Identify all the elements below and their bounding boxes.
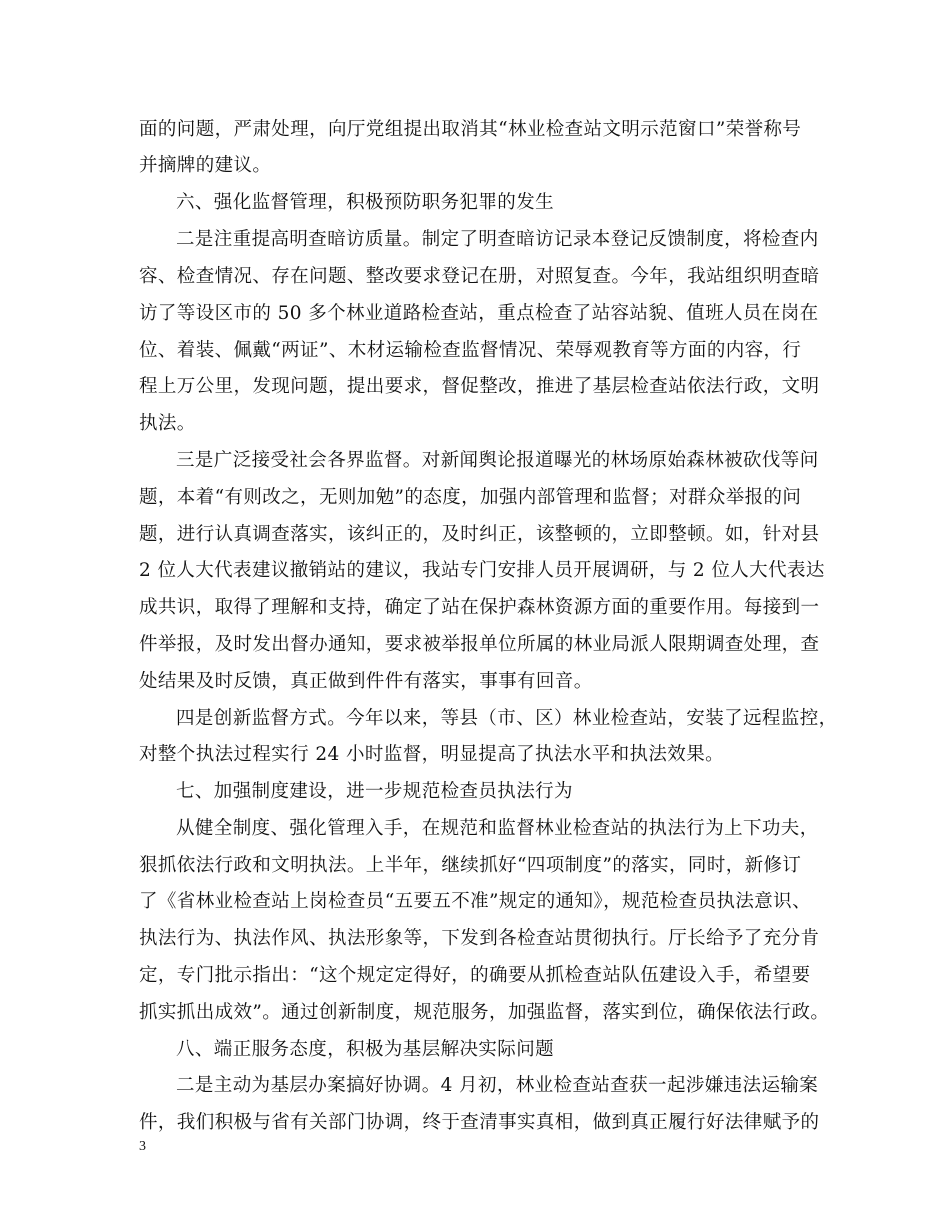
- body-text-line: 面的问题，严肃处理，向厅党组提出取消其“林业检查站文明示范窗口”荣誉称号: [139, 119, 802, 140]
- body-text-line: 狠抓依法行政和文明执法。上半年，继续抓好“四项制度”的落实，同时，新修订: [139, 855, 802, 876]
- body-text-line: 成共识，取得了理解和支持，确定了站在保护森林资源方面的重要作用。每接到一: [139, 597, 820, 618]
- body-text-line: 处结果及时反馈，真正做到件件有落实，事事有回音。: [139, 671, 593, 692]
- body-text-line: 定，专门批示指出：“这个规定定得好，的确要从抓检查站队伍建设入手，希望要: [139, 965, 811, 986]
- body-text-line: 2 位人大代表建议撤销站的建议，我站专门安排人员开展调研，与 2 位人大代表达: [139, 560, 825, 581]
- body-text-line: 位、着装、佩戴“两证”、木材运输检查监督情况、荣辱观教育等方面的内容，行: [139, 340, 802, 361]
- paragraph-first-line: 二是注重提高明查暗访质量。制定了明查暗访记录本登记反馈制度，将检查内: [176, 229, 819, 250]
- body-text-line: 了《省林业检查站上岗检查员“五要五不准”规定的通知》，规范检查员执法意识、: [139, 891, 811, 912]
- body-text-line: 访了等设区市的 50 多个林业道路检查站，重点检查了站容站貌、值班人员在岗在: [139, 303, 819, 324]
- body-text-line: 件，我们积极与省有关部门协调，终于查清事实真相，做到真正履行好法律赋予的: [139, 1112, 820, 1133]
- body-text-line: 容、检查情况、存在问题、整改要求登记在册，对照复查。今年，我站组织明查暗: [139, 266, 820, 287]
- paragraph-first-line: 从健全制度、强化管理入手，在规范和监督林业检查站的执法行为上下功夫，: [176, 818, 819, 839]
- paragraph-first-line: 四是创新监督方式。今年以来，等县（市、区）林业检查站，安装了远程监控，: [176, 708, 838, 729]
- section-heading: 六、强化监督管理，积极预防职务犯罪的发生: [176, 192, 555, 213]
- body-text-line: 件举报，及时发出督办通知，要求被举报单位所属的林业局派人限期调查处理，查: [139, 634, 820, 655]
- body-text-line: 程上万公里，发现问题，提出要求，督促整改，推进了基层检查站依法行政，文明: [139, 376, 820, 397]
- body-text-line: 抓实抓出成效”。通过创新制度，规范服务，加强监督，落实到位，确保依法行政。: [139, 1002, 830, 1023]
- paragraph-first-line: 三是广泛接受社会各界监督。对新闻舆论报道曝光的林场原始森林被砍伐等问: [176, 450, 819, 471]
- section-heading: 七、加强制度建设，进一步规范检查员执法行为: [176, 781, 573, 802]
- body-text-line: 题，本着“有则改之，无则加勉”的态度，加强内部管理和监督；对群众举报的问: [139, 487, 802, 508]
- paragraph-first-line: 二是主动为基层办案搞好协调。4 月初，林业检查站查获一起涉嫌违法运输案: [176, 1075, 819, 1096]
- body-text-line: 题，进行认真调查落实，该纠正的，及时纠正，该整顿的，立即整顿。如，针对县: [139, 524, 820, 545]
- body-text-line: 对整个执法过程实行 24 小时监督，明显提高了执法水平和执法效果。: [139, 744, 725, 765]
- page-number: 3: [139, 1139, 146, 1154]
- body-text-line: 并摘牌的建议。: [139, 155, 272, 176]
- body-text-line: 执法行为、执法作风、执法形象等，下发到各检查站贯彻执行。厅长给予了充分肯: [139, 928, 820, 949]
- body-text-line: 执法。: [139, 413, 196, 434]
- section-heading: 八、端正服务态度，积极为基层解决实际问题: [176, 1039, 555, 1060]
